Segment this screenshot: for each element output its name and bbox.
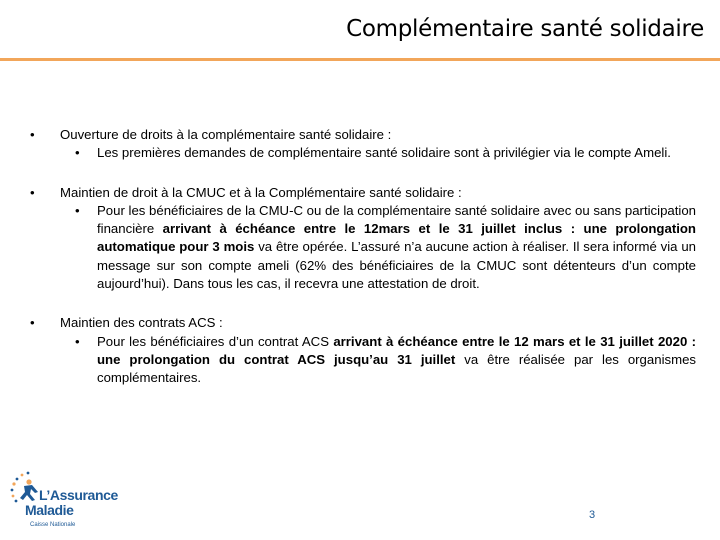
sub-bullet: • <box>75 333 80 349</box>
section-maintien-contrats-acs <box>30 314 696 387</box>
bullet: • <box>30 127 35 142</box>
logo-line-1: L’Assurance <box>39 487 118 503</box>
section-heading: Maintien de droit à la CMUC et à la Complémentaire santé solidaire : <box>60 184 462 200</box>
section-heading: Maintien des contrats ACS : <box>60 315 223 331</box>
title-divider <box>0 58 720 61</box>
logo-line-3: Caisse Nationale <box>30 522 76 528</box>
sub-text-bold-part: arrivant à échéance entre le 12mars et le 31 juillet inclus : une prolongation automatique pour 3 mois <box>97 221 696 255</box>
slide-content <box>30 126 696 409</box>
sub-text-part: va être opérée. L’assuré n’a aucune action à réaliser. Il sera informé via un message sur son compte ameli (62% des bénéficiaires de la CMUC sont détenteurs d’un compte aujourd’hui). Dans tous les cas, il recevra une attestation de droit. <box>97 239 696 292</box>
sub-bullet: • <box>75 145 80 161</box>
section-maintien-droit-cmuc <box>30 184 696 294</box>
sub-text-part: Pour les bénéficiaires de la CMU-C ou de la complémentaire santé solidaire avec ou sans participation financière <box>97 202 696 237</box>
sub-item <box>75 333 697 388</box>
sub-text-part: Les premières demandes de complémentaire santé solidaire sont à privilégier via le compte Ameli. <box>97 145 671 161</box>
slide-title: Complémentaire santé solidaire <box>346 16 704 42</box>
bullet: • <box>30 315 35 331</box>
bullet: • <box>30 184 35 200</box>
section-heading: Ouverture de droits à la complémentaire santé solidaire : <box>60 127 392 142</box>
sub-text-part: va être réalisée par les organismes complémentaires. <box>97 351 696 386</box>
sub-text <box>97 333 696 388</box>
logo-line-2: Maladie <box>25 502 74 518</box>
assurance-maladie-logo <box>8 470 118 530</box>
page-number: 3 <box>589 509 596 521</box>
sub-text-part: Pour les bénéficiaires d’un contrat ACS <box>97 333 334 349</box>
sub-text-bold-part: arrivant à échéance entre le 12 mars et le 31 juillet 2020 : une prolongation du contrat ACS jusqu’au 31 juillet <box>97 333 697 367</box>
section-ouverture-droits <box>30 126 696 163</box>
sub-bullet: • <box>75 202 80 218</box>
sub-item <box>75 202 696 293</box>
sub-item <box>75 144 696 162</box>
sub-text <box>97 202 696 293</box>
sub-text <box>97 144 696 162</box>
